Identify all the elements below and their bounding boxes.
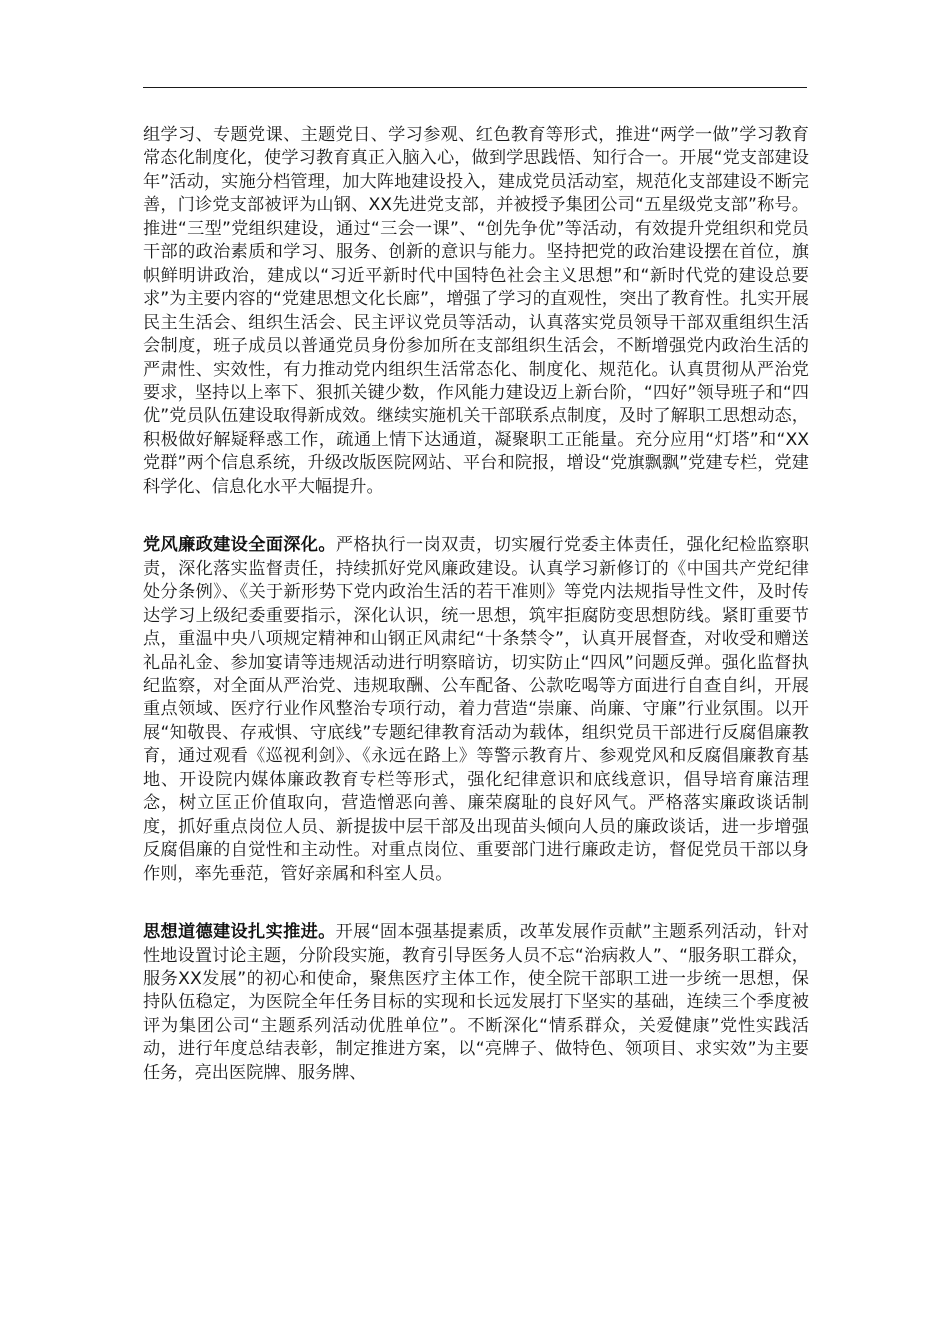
paragraph-lead: 思想道德建设扎实推进。 <box>143 922 336 943</box>
paragraph-text: 组学习、专题党课、主题党日、学习参观、红色教育等形式，推进“两学一做”学习教育常态化制度化，使学习教育真正入脑入心，做到学思践悟、知行合一。开展“党支部建设年”活动，实施分档管理，加大阵地建设投入，建成党员活动室，规范化支部建设不断完善，门诊党支部被评为山钢、XX先进党支部，并被授予集团公司“五星级党支部”称号。推进“三型”党组织建设，通过“三会一课”、“创先争优”等活动，有效提升党组织和党员干部的政治素质和学习、服务、创新的意识与能力。坚持把党的政治建设摆在首位，旗帜鲜明讲政治，建成以“习近平新时代中国特色社会主义思想”和“新时代党的建设总要求”为主要内容的“党建思想文化长廊”，增强了学习的直观性，突出了教育性。扎实开展民主生活会、组织生活会、民主评议党员等活动，认真落实党员领导干部双重组织生活会制度，班子成员以普通党员身份参加所在支部组织生活会，不断增强党内政治生活的严肃性、实效性，有力推动党内组织生活常态化、制度化、规范化。认真贯彻从严治党要求，坚持以上率下、狠抓关键少数，作风能力建设迈上新台阶，“四好”领导班子和“四优”党员队伍建设取得新成效。继续实施机关干部联系点制度，及时了解职工思想动态，积极做好解疑释惑工作，疏通上情下达通道，凝聚职工正能量。充分应用“灯塔”和“XX党群”两个信息系统，升级改版医院网站、平台和院报，增设“党旗飘飘”党建专栏，党建科学化、信息化水平大幅提升。 <box>143 125 809 497</box>
paragraph-lead: 党风廉政建设全面深化。 <box>143 535 336 556</box>
paragraph-party-building <box>143 124 809 499</box>
paragraph-ideological-building <box>143 921 809 1085</box>
paragraph-gap <box>143 499 809 534</box>
paragraph-text: 严格执行一岗双责，切实履行党委主体责任，强化纪检监察职责，深化落实监督责任，持续抓好党风廉政建设。认真学习新修订的《中国共产党纪律处分条例》、《关于新形势下党内政治生活的若干准则》等党内法规指导性文件，及时传达学习上级纪委重要指示，深化认识，统一思想，筑牢拒腐防变思想防线。紧盯重要节点，重温中央八项规定精神和山钢正风肃纪“十条禁令”，认真开展督查，对收受和赠送礼品礼金、参加宴请等违规活动进行明察暗访，切实防止“四风”问题反弹。强化监督执纪监察，对全面从严治党、违规取酬、公车配备、公款吃喝等方面进行自查自纠，开展重点领域、医疗行业作风整治专项行动，着力营造“崇廉、尚廉、守廉”行业氛围。以开展“知敬畏、存戒惧、守底线”专题纪律教育活动为载体，组织党员干部进行反腐倡廉教育，通过观看《巡视利剑》、《永远在路上》等警示教育片、参观党风和反腐倡廉教育基地、开设院内媒体廉政教育专栏等形式，强化纪律意识和底线意识，倡导培育廉洁理念，树立匡正价值取向，营造憎恶向善、廉荣腐耻的良好风气。严格落实廉政谈话制度，抓好重点岗位人员、新提拔中层干部及出现苗头倾向人员的廉政谈话，进一步增强反腐倡廉的自觉性和主动性。对重点岗位、重要部门进行廉政走访，督促党员干部以身作则，率先垂范，管好亲属和科室人员。 <box>143 535 809 884</box>
paragraph-clean-governance <box>143 534 809 886</box>
header-rule <box>143 87 807 88</box>
document-body <box>143 124 809 1085</box>
paragraph-gap <box>143 886 809 921</box>
paragraph-text: 开展“固本强基提素质，改革发展作贡献”主题系列活动，针对性地设置讨论主题，分阶段实施，教育引导医务人员不忘“治病救人”、“服务职工群众，服务XX发展”的初心和使命，聚焦医疗主体工作，使全院干部职工进一步统一思想，保持队伍稳定，为医院全年任务目标的实现和长远发展打下坚实的基础，连续三个季度被评为集团公司“主题系列活动优胜单位”。不断深化“情系群众，关爱健康”党性实践活动，进行年度总结表彰，制定推进方案，以“亮牌子、做特色、领项目、求实效”为主要任务，亮出医院牌、服务牌、 <box>143 922 809 1083</box>
